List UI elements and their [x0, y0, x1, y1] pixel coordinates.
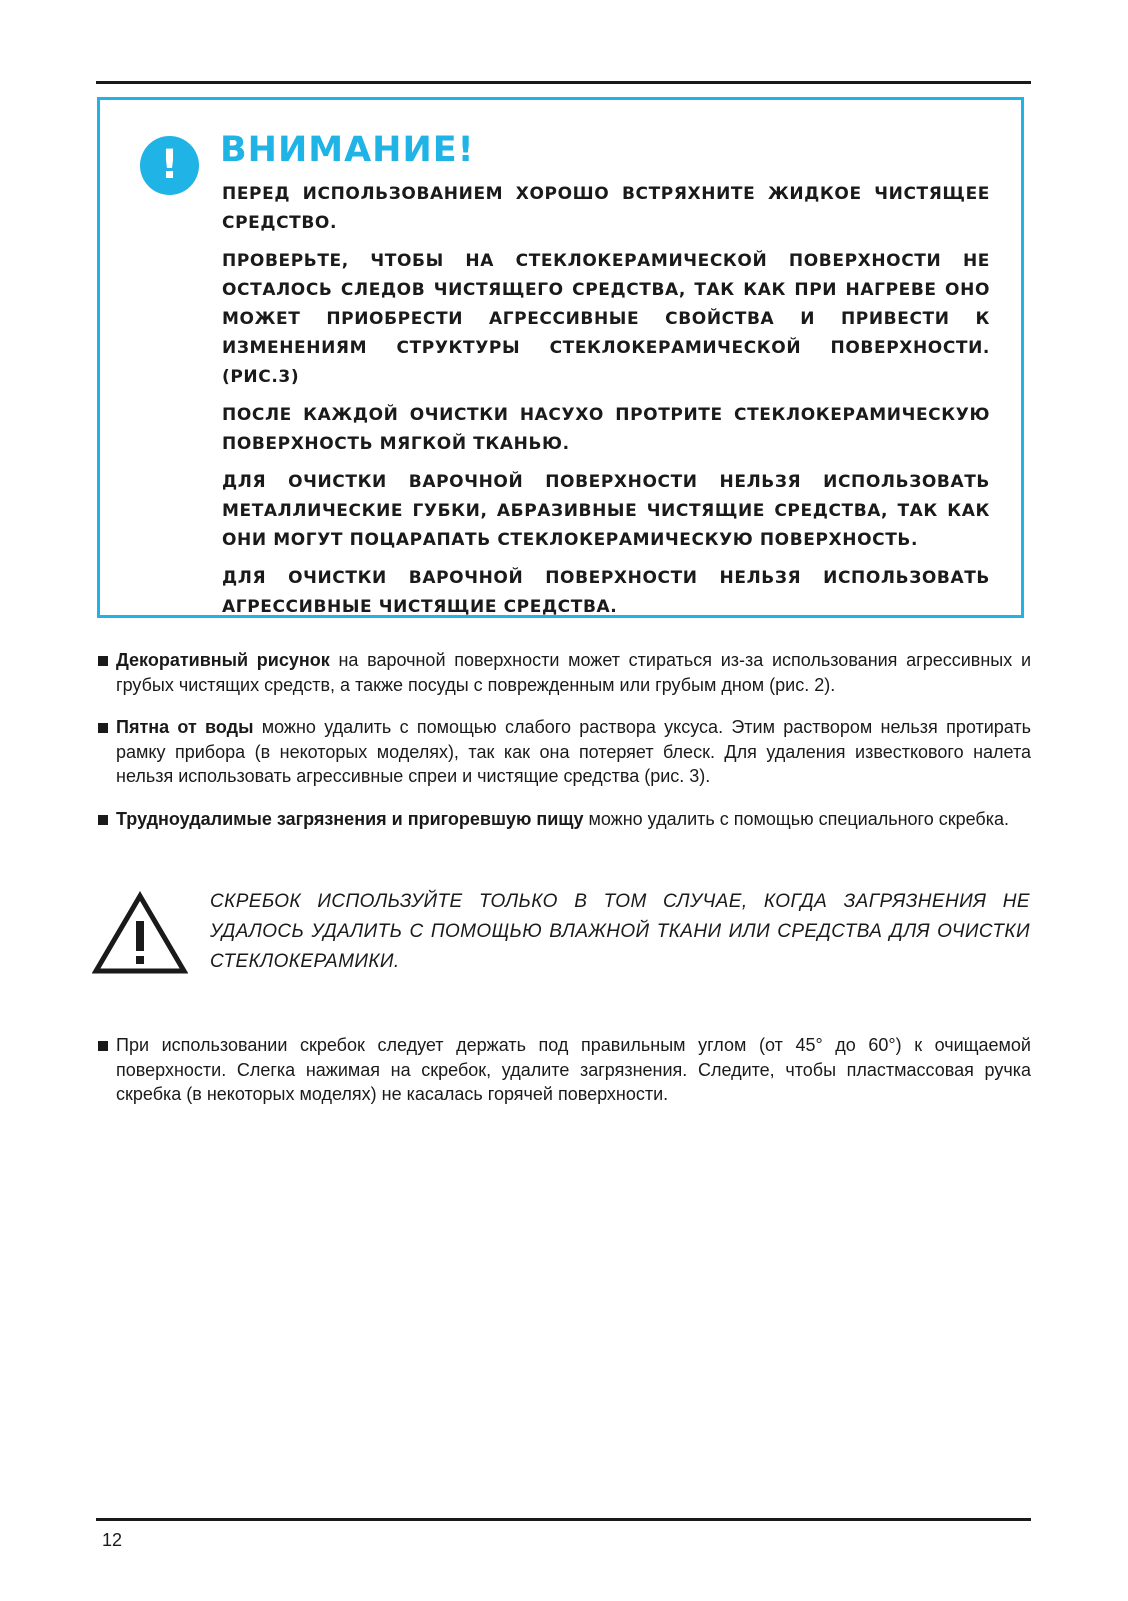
list-item [96, 1033, 1031, 1107]
attention-title: ВНИМАНИЕ! [220, 130, 475, 170]
list-item-term: Декоративный рисунок [116, 650, 330, 670]
bottom-rule [96, 1518, 1031, 1521]
attention-paragraph: ДЛЯ ОЧИСТКИ ВАРОЧНОЙ ПОВЕРХНОСТИ НЕЛЬЗЯ ИСПОЛЬЗОВАТЬ МЕТАЛЛИЧЕСКИЕ ГУБКИ, АБРАЗИВНЫЕ ЧИСТЯЩИЕ СРЕДСТВА, ТАК КАК ОНИ МОГУТ ПОЦАРАПАТЬ СТЕКЛОКЕРАМИЧЕСКУЮ ПОВЕРХНОСТЬ. [222, 472, 990, 550]
attention-paragraph: ДЛЯ ОЧИСТКИ ВАРОЧНОЙ ПОВЕРХНОСТИ НЕЛЬЗЯ ИСПОЛЬЗОВАТЬ АГРЕССИВНЫЕ ЧИСТЯЩИЕ СРЕДСТВА. [222, 568, 990, 617]
page-number: 12 [102, 1530, 123, 1550]
caution-note [92, 887, 1032, 987]
attention-paragraph: ПЕРЕД ИСПОЛЬЗОВАНИЕМ ХОРОШО ВСТРЯХНИТЕ ЖИДКОЕ ЧИСТЯЩЕЕ СРЕДСТВО. [222, 184, 990, 233]
list-item [96, 648, 1031, 697]
bullet-square-icon [98, 723, 108, 733]
cleaning-tips-list [96, 648, 1031, 849]
caution-text: СКРЕБОК ИСПОЛЬЗУЙТЕ ТОЛЬКО В ТОМ СЛУЧАЕ, КОГДА ЗАГРЯЗНЕНИЯ НЕ УДАЛОСЬ УДАЛИТЬ С ПОМОЩЬЮ ВЛАЖНОЙ ТКАНИ ИЛИ СРЕДСТВА ДЛЯ ОЧИСТКИ СТЕКЛОКЕРАМИКИ. [210, 891, 1030, 972]
bullet-square-icon [98, 656, 108, 666]
attention-warnings [222, 180, 990, 631]
attention-paragraph: ПРОВЕРЬТЕ, ЧТОБЫ НА СТЕКЛОКЕРАМИЧЕСКОЙ ПОВЕРХНОСТИ НЕ ОСТАЛОСЬ СЛЕДОВ ЧИСТЯЩЕГО СРЕДСТВА, ТАК КАК ПРИ НАГРЕВЕ ОНО МОЖЕТ ПРИОБРЕСТИ АГРЕССИВНЫЕ СВОЙСТВА И ПРИВЕСТИ К ИЗМЕНЕНИЯМ СТРУКТУРЫ СТЕКЛОКЕРАМИЧЕСКОЙ ПОВЕРХНОСТИ. (РИС.3) [222, 251, 990, 387]
top-rule [96, 81, 1031, 84]
attention-paragraph: ПОСЛЕ КАЖДОЙ ОЧИСТКИ НАСУХО ПРОТРИТЕ СТЕКЛОКЕРАМИЧЕСКУЮ ПОВЕРХНОСТЬ МЯГКОЙ ТКАНЬЮ. [222, 405, 990, 454]
bullet-square-icon [98, 1041, 108, 1051]
list-item-description: на варочной поверхности может стираться из-за использования агрессивных и грубых чистящих средств, а также посуды с поврежденным или грубым дном (рис. 2). [116, 650, 1031, 695]
list-item-text [116, 807, 1031, 832]
list-item-description: можно удалить с помощью слабого раствора уксуса. Этим раствором нельзя протирать рамку прибора (в некоторых моделях), так как она потеряет блеск. Для удаления известкового налета нельзя использовать агрессивные спреи и чистящие средства (рис. 3). [116, 717, 1031, 786]
list-item-description: можно удалить с помощью специального скребка. [583, 808, 1010, 829]
bullet-square-icon [98, 815, 108, 825]
list-item-text [116, 648, 1031, 697]
list-item-term: Пятна от воды [116, 717, 254, 737]
scraper-usage-list [96, 1033, 1031, 1125]
list-item-text [116, 715, 1031, 789]
list-item [96, 807, 1031, 832]
exclamation-circle-icon: ! [140, 136, 199, 195]
list-item [96, 715, 1031, 789]
attention-box [97, 97, 1024, 618]
list-item-term: Трудноудалимые загрязнения и пригоревшую пищу [116, 808, 584, 829]
list-item-text: При использовании скребок следует держать под правильным углом (от 45° до 60°) к очищаемой поверхности. Слегка нажимая на скребок, удалите загрязнения. Следите, чтобы пластмассовая ручка скребка (в некоторых моделях) не касалась горячей поверхности. [116, 1035, 1031, 1104]
warning-triangle-icon [92, 891, 188, 975]
